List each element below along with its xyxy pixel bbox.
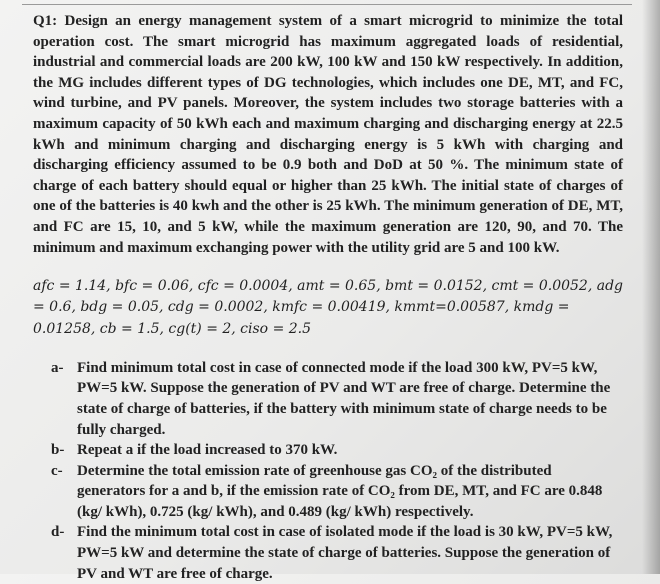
sub-question-text: Repeat a if the load increased to 370 kW. bbox=[77, 442, 338, 459]
sub-question-text: Determine the total emission rate of greenhouse gas CO₂ of the distributed generators for a and b, if the emission rate of CO₂ from DE, MT, and FC are 0.848 (kg/ kWh), 0.725 (kg/ kWh), and 0.489 (kg/ kWh) respectively. bbox=[77, 462, 603, 520]
question-paragraph: Q1: Design an energy management system of a smart microgrid to minimize the total operation cost. The smart microgrid has maximum aggregated loads of residential, industrial and commercial loads are 200 kW, 100 kW and 150 kW respectively. In addition, the MG includes different types of DG technologies, which includes one DE, MT, and FC, wind turbine, and PV panels. Moreover, the system includes two storage batteries with a maximum capacity of 50 kWh each and maximum charging and discharging energy at 22.5 kWh and minimum charging and discharging energy is 5 kWh with charging and discharging efficiency assumed to be 0.9 both and DoD at 50 %. The minimum state of charge of each battery should equal or higher than 25 kWh. The initial state of charges of one of the batteries is 40 kwh and the other is 25 kWh. The minimum generation of DE, MT, and FC are 15, 10, and 5 kW, while the maximum generation are 120, 90, and 70. The minimum and maximum exchanging power with the utility grid are 5 and 100 kW. bbox=[33, 13, 623, 256]
sub-question-label: b- bbox=[51, 442, 65, 459]
document-page bbox=[33, 11, 623, 584]
top-border-line bbox=[22, 4, 632, 5]
parameter-values: afc = 1.14, bfc = 0.06, cfc = 0.0004, amt = 0.65, bmt = 0.0152, cmt = 0.0052, adg = 0.6, bdg = 0.05, cdg = 0.0002, kmfc = 0.00419, kmmt=0.00587, kmdg = 0.01258, cb = 1.5, cg(t) = 2, ciso = 2.5 bbox=[33, 278, 624, 337]
sub-question-text: Find the minimum total cost in case of isolated mode if the load is 30 kW, PV=5 kW, PW=5 kW and determine the state of charge of batteries. Suppose the generation of PV and WT are free of charge. bbox=[77, 524, 613, 582]
sub-question-c bbox=[51, 461, 623, 523]
sub-question-label: d- bbox=[51, 524, 65, 541]
sub-question-label: c- bbox=[51, 462, 63, 479]
sub-question-label: a- bbox=[51, 359, 64, 376]
sub-question-list bbox=[51, 358, 623, 584]
sub-question-d bbox=[51, 522, 623, 584]
sub-question-text: Find minimum total cost in case of connected mode if the load 300 kW, PV=5 kW, PW=5 kW. Suppose the generation of PV and WT are free of charge. Determine the state of charge of batteries, if the battery with minimum state of charge needs to be fully charged. bbox=[77, 359, 611, 438]
page-edge-shadow bbox=[642, 0, 660, 574]
sub-question-b bbox=[51, 440, 623, 461]
sub-question-a bbox=[51, 358, 623, 440]
